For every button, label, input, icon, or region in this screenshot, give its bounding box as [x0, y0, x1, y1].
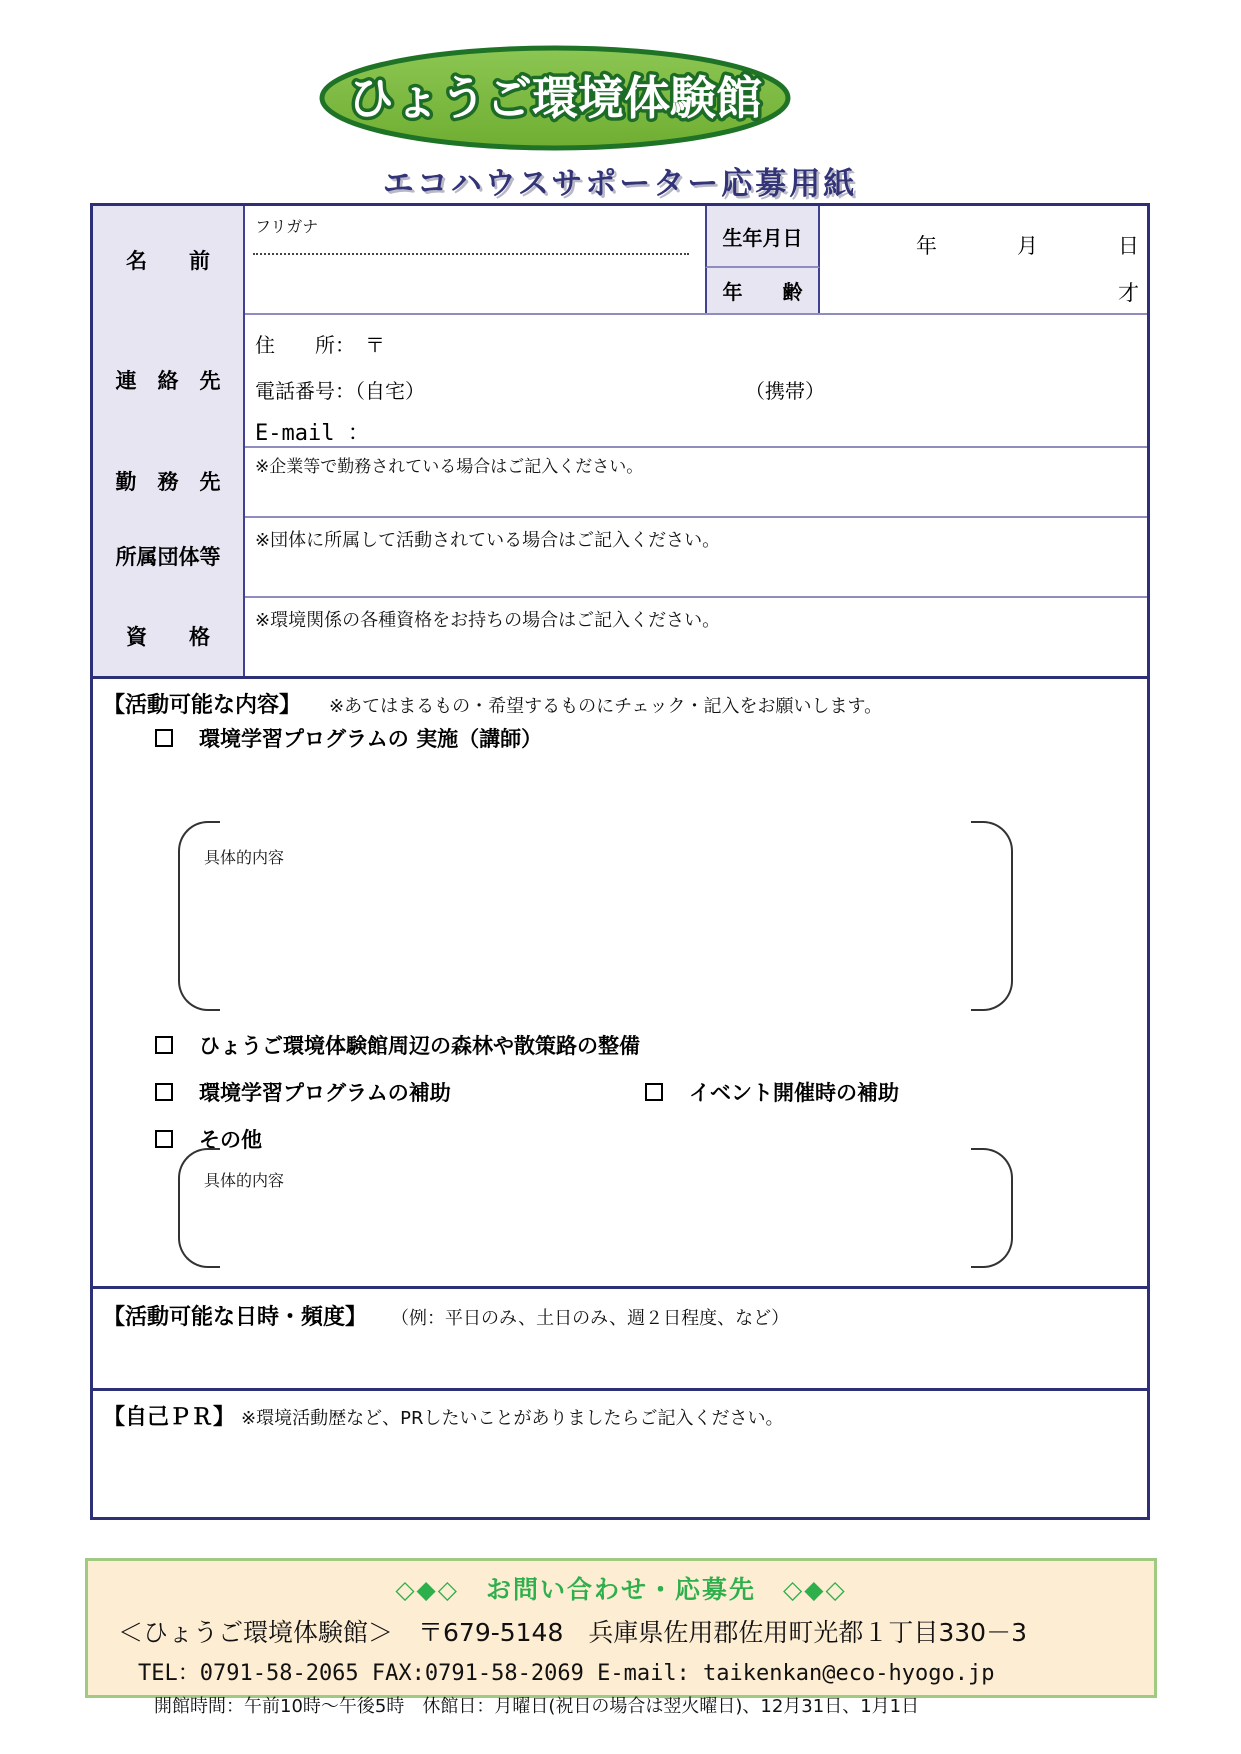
birthdate-value-cell [820, 206, 1153, 268]
activity-item-2 [155, 1030, 640, 1060]
furigana-guide-line [253, 253, 689, 255]
checkbox-event-assist[interactable] [645, 1083, 663, 1101]
activities-heading-note: ※あてはまるもの・希望するものにチェック・記入をお願いします。 [329, 696, 883, 717]
activities-heading: 【活動可能な内容】 [103, 693, 302, 718]
qualification-value-cell [245, 596, 1153, 676]
schedule-heading: 【活動可能な日時・頻度】 [103, 1305, 368, 1330]
checkbox-program-instructor[interactable] [155, 729, 173, 747]
activities-heading-row [103, 688, 882, 719]
activity-label-4: イベント開催時の補助 [689, 1081, 899, 1105]
activity-label-2: ひょうご環境体験館周辺の森林や散策路の整備 [199, 1034, 640, 1058]
workplace-label: 勤 務 先 [115, 470, 221, 494]
section-separator [93, 676, 1147, 679]
activity-item-4 [645, 1077, 899, 1107]
logo [318, 44, 792, 152]
organization-label-cell [93, 516, 245, 596]
workplace-label-cell [93, 446, 245, 516]
inquiry-heading: ◇◆◇ お問い合わせ・応募先 ◇◆◇ [395, 1575, 847, 1604]
contact-label: 連 絡 先 [115, 368, 221, 393]
birthdate-label: 生年月日 [722, 225, 803, 250]
checkbox-program-assist[interactable] [155, 1083, 173, 1101]
inquiry-address-line: ＜ひょうご環境体験館＞ 〒679-5148 兵庫県佐用郡佐用町光都１丁目330－3 [118, 1618, 1027, 1647]
age-label-cell [705, 268, 820, 313]
detail-area-1 [178, 821, 1013, 1011]
contact-label-cell [93, 313, 245, 446]
detail-label-1: 具体的内容 [204, 848, 285, 867]
schedule-note: （例：平日のみ、土日のみ、週２日程度、など） [391, 1308, 790, 1329]
section-separator [93, 1388, 1147, 1391]
activity-item-1 [155, 723, 542, 753]
activity-label-1: 環境学習プログラムの 実施（講師） [199, 727, 543, 751]
name-label: 名 前 [126, 248, 210, 273]
birth-month-unit: 月 [1017, 234, 1038, 258]
detail-area-2 [178, 1148, 1013, 1268]
age-unit: 才 [1118, 281, 1139, 305]
activity-label-3: 環境学習プログラムの補助 [199, 1081, 451, 1105]
workplace-value-cell [245, 446, 1153, 516]
activity-label-5: その他 [199, 1128, 262, 1152]
inquiry-tel-fax-email-line: TEL：0791-58-2065 FAX:0791-58-2069 E-mail: taikenkan@eco-hyogo.jp [138, 1661, 995, 1686]
birth-day-unit: 日 [1118, 234, 1139, 258]
application-table [90, 203, 1150, 1520]
name-input-cell [245, 206, 705, 313]
logo-text: ひょうご環境体験館 [348, 71, 762, 125]
age-label: 年 齢 [722, 280, 803, 304]
organization-note: ※団体に所属して活動されている場合はご記入ください。 [255, 530, 721, 551]
checkbox-forest-maintenance[interactable] [155, 1036, 173, 1054]
right-bracket [971, 821, 1013, 1011]
inquiry-box [85, 1558, 1157, 1717]
section-separator [93, 1286, 1147, 1289]
pr-heading: 【自己ＰＲ】 [103, 1405, 236, 1430]
age-value-cell [820, 268, 1153, 313]
qualification-note: ※環境関係の各種資格をお持ちの場合はご記入ください。 [255, 610, 721, 631]
email-label: E-mail ： [255, 421, 370, 446]
schedule-heading-row [103, 1300, 789, 1331]
pr-heading-row [103, 1400, 783, 1431]
qualification-label: 資 格 [126, 625, 210, 649]
furigana-label: フリガナ [255, 217, 319, 236]
organization-label: 所属団体等 [115, 545, 221, 569]
page-title: エコハウスサポーター応募用紙 [382, 166, 858, 202]
checkbox-other[interactable] [155, 1130, 173, 1148]
workplace-note: ※企業等で勤務されている場合はご記入ください。 [255, 457, 644, 477]
right-bracket [971, 1148, 1013, 1268]
inquiry-hours-line: 開館時間：午前10時～午後5時 休館日：月曜日(祝日の場合は翌火曜日)、12月31日、1月1日 [154, 1696, 920, 1717]
organization-value-cell [245, 516, 1153, 596]
contact-value-cell [245, 313, 1153, 446]
pr-note: ※環境活動歴など、PRしたいことがありましたらご記入ください。 [241, 1408, 784, 1429]
activity-item-3 [155, 1077, 451, 1107]
phone-mobile-label: （携帯） [745, 379, 825, 403]
birthdate-label-cell [705, 206, 820, 268]
qualification-label-cell [93, 596, 245, 676]
birth-year-unit: 年 [916, 234, 937, 258]
name-label-cell [93, 206, 245, 313]
logo-ellipse [318, 44, 792, 152]
phone-home-label: 電話番号：（自宅） [255, 379, 425, 403]
address-label: 住 所： 〒 [255, 333, 385, 357]
detail-label-2: 具体的内容 [204, 1171, 285, 1190]
left-bracket [178, 1148, 220, 1268]
